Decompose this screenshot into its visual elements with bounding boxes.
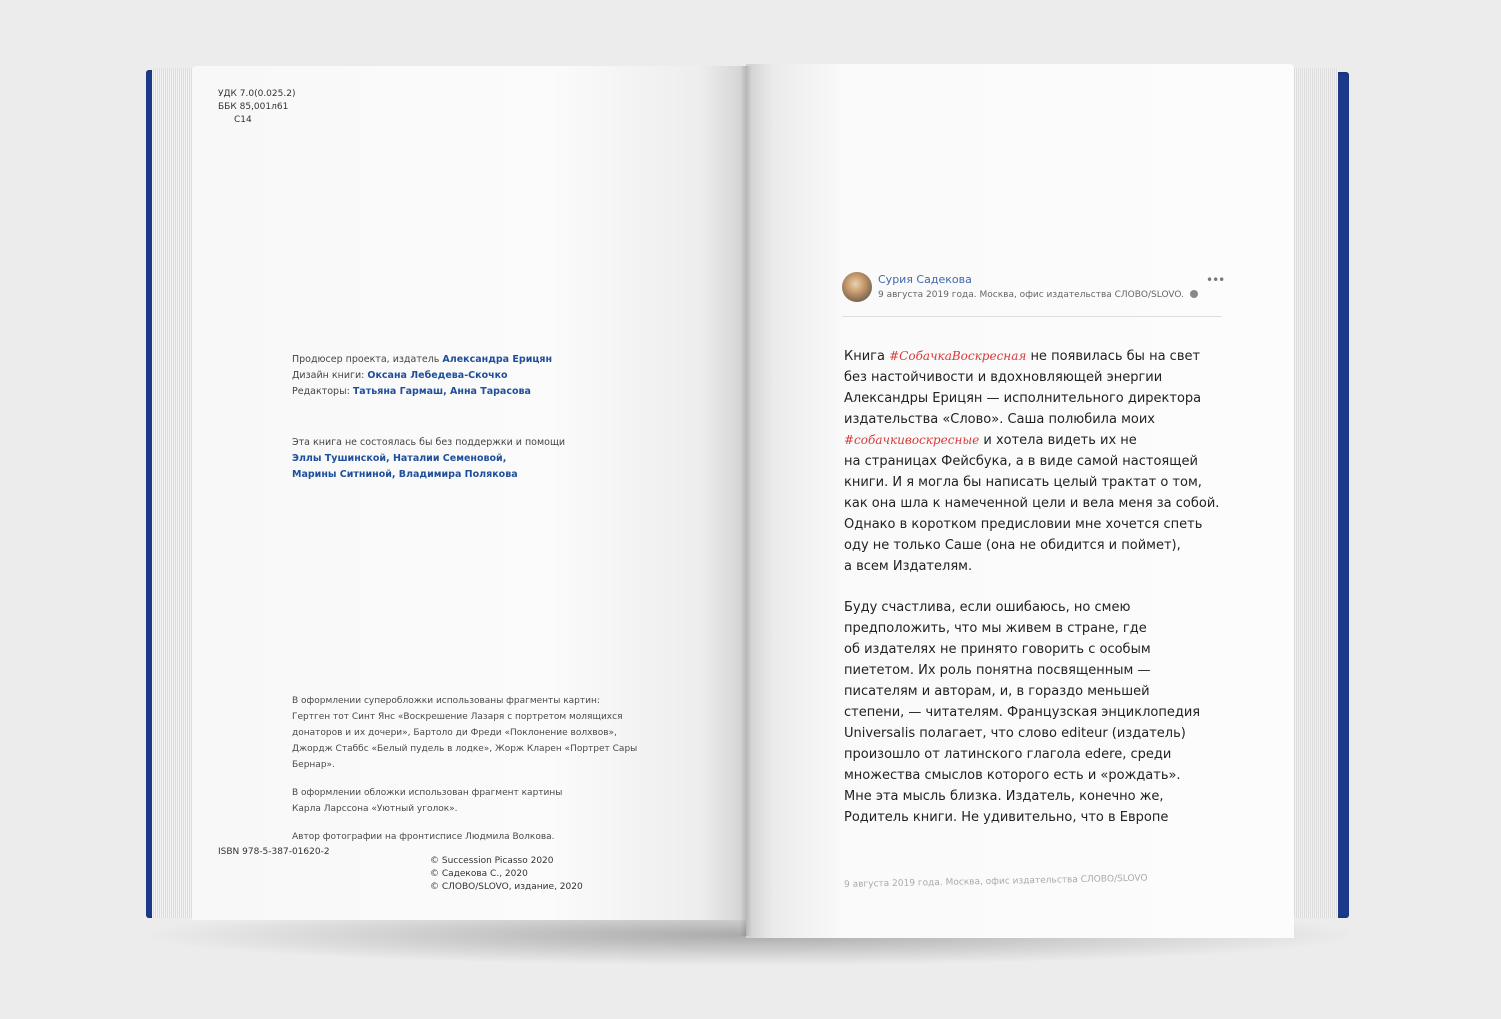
udk-line: УДК 7.0(0.025.2): [218, 89, 296, 99]
page-edges-right: [1290, 68, 1338, 918]
post-paragraph: [844, 597, 1229, 828]
text-span: книги. И я могла бы написать целый трактат о том,: [844, 475, 1202, 490]
text-span: а всем Издателям.: [844, 559, 973, 574]
credit-label: Продюсер проекта, издатель: [292, 354, 440, 365]
post-divider: [842, 316, 1222, 317]
text-span: как она шла к намеченной цели и вела меня за собой.: [844, 496, 1220, 511]
text-span: предположить, что мы живем в стране, где: [844, 621, 1147, 636]
text-span: на страницах Фейсбука, а в виде самой настоящей: [844, 454, 1198, 469]
credit-label: Дизайн книги:: [292, 370, 365, 381]
text-span: произошло от латинского глагола edere, среди: [844, 747, 1172, 762]
art-info-paragraph: [292, 693, 672, 773]
text-span: и хотела видеть их не: [983, 433, 1137, 448]
art-info-paragraph: [292, 785, 672, 817]
catalog-code: С14: [234, 115, 252, 125]
art-info-line: Автор фотографии на фронтисписе Людмила Волкова.: [292, 832, 555, 842]
credit-names: Александра Ерицян: [442, 354, 553, 365]
text-span: степени, — читателям. Французская энциклопедия: [844, 705, 1201, 720]
art-info-line: донаторов и их дочери», Бартоло ди Фреди «Поклонение волхвов»,: [292, 728, 617, 738]
thanks-names: Эллы Тушинской, Наталии Семеновой,: [292, 453, 507, 464]
art-info-line: В оформлении суперобложки использованы фрагменты картин:: [292, 696, 600, 706]
text-span: Мне эта мысль близка. Издатель, конечно же,: [844, 789, 1164, 804]
post-meta: [878, 290, 1198, 300]
art-info-line: В оформлении обложки использован фрагмент картины: [292, 788, 563, 798]
text-span: пиететом. Их роль понятна посвященным —: [844, 663, 1151, 678]
text-span: Александры Ерицян — исполнительного директора: [844, 391, 1202, 406]
text-span: множества смыслов которого есть и «рождать».: [844, 768, 1181, 783]
page-footer-date: 9 августа 2019 года. Москва, офис издательства СЛОВО/SLOVO: [844, 873, 1148, 890]
text-span: писателям и авторам, и, в гораздо меньшей: [844, 684, 1150, 699]
credit-line: [292, 384, 552, 400]
post-author: Сурия Садекова: [878, 273, 972, 286]
credit-names: Татьяна Гармаш, Анна Тарасова: [352, 386, 531, 397]
copyright-line: © СЛОВО/SLOVO, издание, 2020: [430, 882, 583, 892]
credit-label: Редакторы:: [292, 386, 350, 397]
udk-block: [218, 88, 295, 127]
globe-icon: [1190, 290, 1198, 298]
book-gutter: [740, 66, 752, 936]
text-span: Родитель книги. Не удивительно, что в Европе: [844, 810, 1169, 825]
text-span: Universalis полагает, что слово editeur (издатель): [844, 726, 1186, 741]
thanks-block: [292, 435, 565, 483]
text-span: Однако в коротком предисловии мне хочется спеть: [844, 517, 1203, 532]
post-paragraph: [844, 346, 1229, 577]
art-info-line: Джордж Стаббс «Белый пудель в лодке», Жорж Кларен «Портрет Сары Бернар».: [292, 744, 638, 770]
art-info-block: [292, 693, 672, 857]
hashtag: #СобачкаВоскресная: [889, 349, 1027, 363]
more-icon: •••: [1206, 273, 1225, 287]
thanks-names: Марины Ситниной, Владимира Полякова: [292, 469, 518, 480]
art-info-line: Гертген тот Синт Янс «Воскрешение Лазаря с портретом молящихся: [292, 712, 623, 722]
text-span: издательства «Слово». Саша полюбила моих: [844, 412, 1155, 427]
text-span: Буду счастлива, если ошибаюсь, но смею: [844, 600, 1131, 615]
hashtag: #собачкивоскресные: [844, 433, 980, 447]
post-meta-text: 9 августа 2019 года. Москва, офис издательства СЛОВО/SLOVO.: [878, 290, 1184, 300]
text-span: оду не только Саше (она не обидится и поймет),: [844, 538, 1181, 553]
page-edges-left: [152, 68, 196, 918]
thanks-intro: Эта книга не состоялась бы без поддержки и помощи: [292, 437, 566, 448]
copyright-line: © Садекова С., 2020: [430, 869, 528, 879]
text-span: об издателях не принято говорить с особым: [844, 642, 1151, 657]
copyright-line: © Succession Picasso 2020: [430, 856, 554, 866]
art-info-line: Карла Ларссона «Уютный уголок».: [292, 804, 458, 814]
art-info-paragraph: [292, 829, 672, 845]
credits-block: [292, 352, 552, 400]
bbk-line: ББК 85,001л61: [218, 102, 289, 112]
text-span: без настойчивости и вдохновляющей энергии: [844, 370, 1163, 385]
avatar: [842, 272, 872, 302]
post-body: [844, 346, 1229, 848]
copyright-block: [430, 855, 583, 894]
credit-names: Оксана Лебедева-Скочко: [367, 370, 508, 381]
credit-line: [292, 352, 552, 368]
text-span: не появилась бы на свет: [1030, 349, 1201, 364]
text-span: Книга: [844, 349, 885, 364]
isbn: ISBN 978-5-387-01620-2: [218, 847, 330, 857]
credit-line: [292, 368, 552, 384]
